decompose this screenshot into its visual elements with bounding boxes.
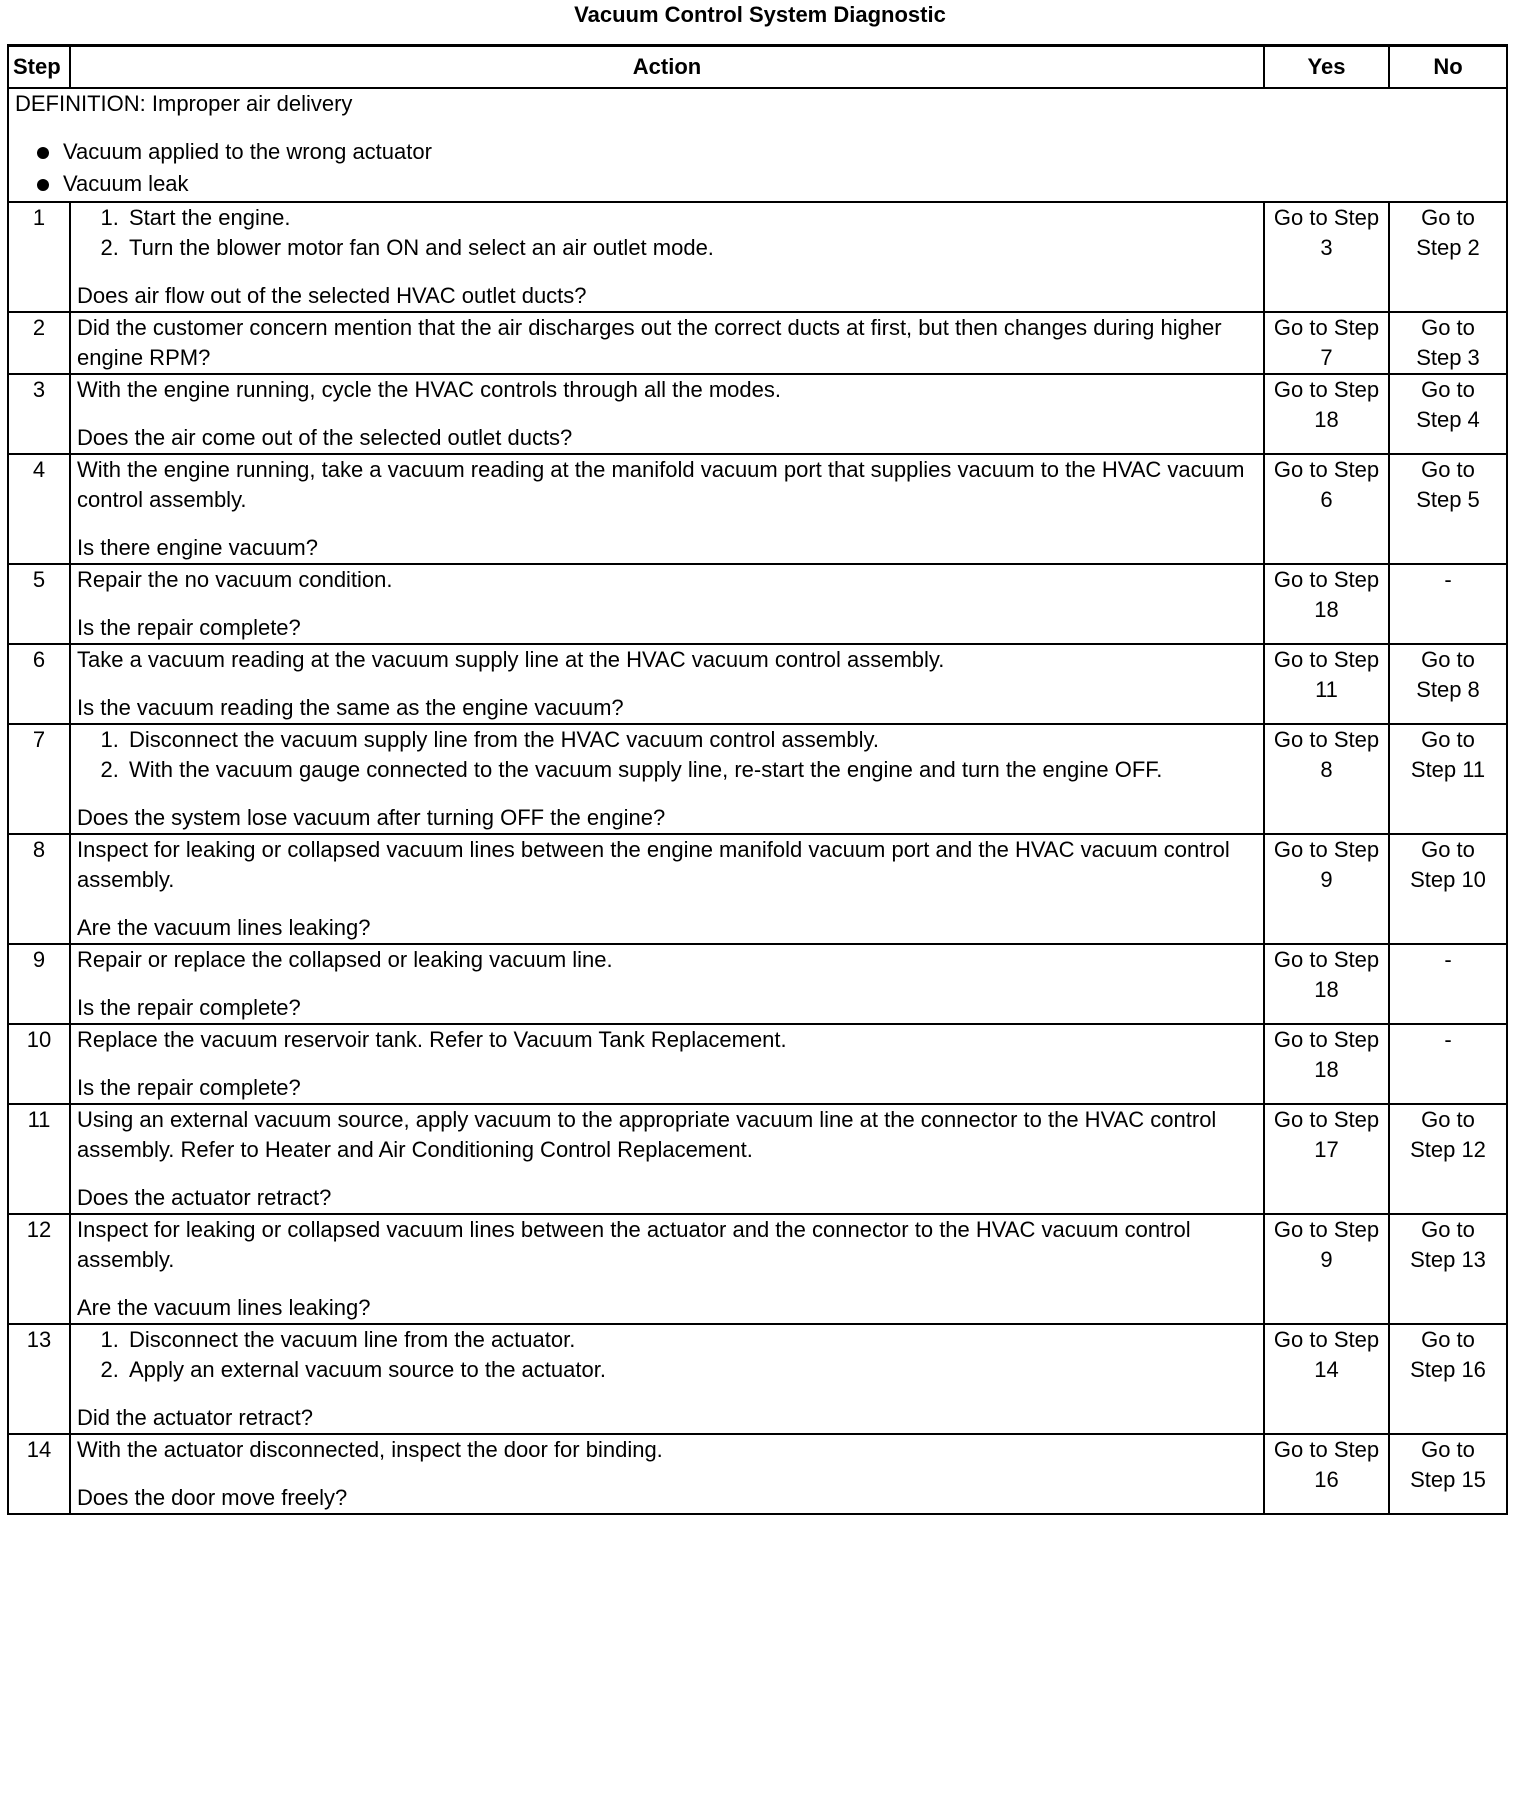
action-steps-list: [77, 725, 1257, 785]
header-action: Action: [70, 46, 1264, 89]
step-number: 14: [8, 1434, 70, 1514]
no-cell: [1389, 1214, 1507, 1324]
yes-cell: [1264, 1434, 1389, 1514]
yes-text: 18: [1314, 597, 1339, 622]
no-text: Step 8: [1416, 677, 1480, 702]
action-question: Is the vacuum reading the same as the engine vacuum?: [77, 695, 624, 720]
no-text: Go to: [1421, 1217, 1475, 1242]
yes-text: 9: [1320, 867, 1333, 892]
action-steps-list: [77, 203, 1257, 263]
action-question: Is the repair complete?: [77, 1075, 301, 1100]
no-text: Go to: [1421, 727, 1475, 752]
yes-text: 7: [1320, 345, 1333, 370]
table-row: [8, 1024, 1507, 1104]
step-number: 10: [8, 1024, 70, 1104]
step-number: 1: [8, 202, 70, 312]
yes-cell: [1264, 724, 1389, 834]
yes-text: 16: [1314, 1467, 1339, 1492]
no-text: Step 13: [1410, 1247, 1486, 1272]
action-question: Does the system lose vacuum after turning OFF the engine?: [77, 805, 666, 830]
no-cell: [1389, 834, 1507, 944]
no-text: Go to: [1421, 205, 1475, 230]
diagnostic-table: [7, 44, 1508, 1515]
no-text: -: [1444, 567, 1452, 592]
yes-text: Go to Step: [1273, 457, 1380, 482]
action-step-item: 2. Apply an external vacuum source to the actuator.: [125, 1355, 1257, 1385]
step-number: 12: [8, 1214, 70, 1324]
yes-text: Go to Step: [1273, 727, 1380, 752]
no-text: Go to: [1421, 315, 1475, 340]
bullet-text: Vacuum leak: [63, 171, 189, 196]
step-number: 11: [8, 1104, 70, 1214]
action-cell: [70, 944, 1264, 1024]
action-cell: [70, 312, 1264, 374]
table-row: [8, 1434, 1507, 1514]
yes-text: Go to Step: [1273, 837, 1380, 862]
yes-text: Go to Step: [1273, 1437, 1380, 1462]
no-text: Step 10: [1410, 867, 1486, 892]
table-row: [8, 644, 1507, 724]
yes-text: Go to Step: [1273, 1027, 1380, 1052]
yes-cell: [1264, 374, 1389, 454]
action-step-item: 2. With the vacuum gauge connected to the vacuum supply line, re-start the engine and turn the engine OFF.: [125, 755, 1257, 785]
yes-text: 11: [1315, 677, 1338, 702]
no-text: Go to: [1421, 647, 1475, 672]
no-cell: [1389, 1434, 1507, 1514]
yes-text: Go to Step: [1273, 315, 1380, 340]
step-number: 4: [8, 454, 70, 564]
no-text: Step 15: [1410, 1467, 1486, 1492]
yes-text: 6: [1320, 487, 1333, 512]
yes-text: Go to Step: [1273, 567, 1380, 592]
action-text: Using an external vacuum source, apply vacuum to the appropriate vacuum line at the connector to the HVAC control assembly. Refer to Heater and Air Conditioning Control Replacement.: [77, 1107, 1217, 1162]
no-text: -: [1444, 1027, 1452, 1052]
yes-text: 17: [1314, 1137, 1339, 1162]
yes-text: Go to Step: [1273, 1107, 1380, 1132]
yes-text: Go to Step: [1273, 205, 1380, 230]
no-text: Step 4: [1416, 407, 1480, 432]
action-text: Inspect for leaking or collapsed vacuum lines between the actuator and the connector to the HVAC vacuum control assembly.: [77, 1217, 1191, 1272]
action-text: Did the customer concern mention that the air discharges out the correct ducts at first, but then changes during higher engine RPM?: [77, 315, 1222, 370]
yes-text: 8: [1320, 757, 1333, 782]
action-question: Is the repair complete?: [77, 995, 301, 1020]
header-step: Step: [8, 46, 70, 89]
definition-row: [8, 88, 1507, 202]
no-text: Step 12: [1410, 1137, 1486, 1162]
step-number: 6: [8, 644, 70, 724]
definition-bullet: [15, 169, 1500, 201]
action-text: Inspect for leaking or collapsed vacuum lines between the engine manifold vacuum port and the HVAC vacuum control assembly.: [77, 837, 1230, 892]
action-question: Does the door move freely?: [77, 1485, 348, 1510]
table-row: [8, 564, 1507, 644]
action-step-item: 1. Disconnect the vacuum supply line from the HVAC vacuum control assembly.: [125, 725, 1257, 755]
table-row: [8, 944, 1507, 1024]
action-text: With the engine running, cycle the HVAC controls through all the modes.: [77, 377, 781, 402]
action-question: Is the repair complete?: [77, 615, 301, 640]
yes-text: 14: [1314, 1357, 1339, 1382]
yes-text: Go to Step: [1273, 377, 1380, 402]
no-text: Go to: [1421, 1327, 1475, 1352]
action-text: Repair or replace the collapsed or leaking vacuum line.: [77, 947, 613, 972]
action-cell: [70, 1104, 1264, 1214]
action-text: With the engine running, take a vacuum reading at the manifold vacuum port that supplies vacuum to the HVAC vacuum control assembly.: [77, 457, 1245, 512]
yes-text: Go to Step: [1273, 947, 1380, 972]
yes-cell: [1264, 312, 1389, 374]
table-row: [8, 202, 1507, 312]
action-cell: [70, 202, 1264, 312]
action-cell: [70, 1214, 1264, 1324]
yes-cell: [1264, 1104, 1389, 1214]
table-row: [8, 454, 1507, 564]
table-row: [8, 1324, 1507, 1434]
yes-cell: [1264, 644, 1389, 724]
bullet-icon: [37, 179, 49, 191]
yes-text: 3: [1320, 235, 1333, 260]
no-text: Go to: [1421, 377, 1475, 402]
no-cell: [1389, 1324, 1507, 1434]
action-step-item: 1. Start the engine.: [125, 203, 1257, 233]
no-cell: [1389, 1024, 1507, 1104]
yes-text: 18: [1314, 407, 1339, 432]
yes-cell: [1264, 1214, 1389, 1324]
action-cell: [70, 1024, 1264, 1104]
no-cell: [1389, 724, 1507, 834]
action-cell: [70, 1434, 1264, 1514]
no-cell: [1389, 564, 1507, 644]
definition-text: DEFINITION: Improper air delivery: [15, 91, 353, 116]
bullet-text: Vacuum applied to the wrong actuator: [63, 139, 432, 164]
yes-cell: [1264, 944, 1389, 1024]
step-number: 9: [8, 944, 70, 1024]
table-row: [8, 724, 1507, 834]
no-text: Go to: [1421, 457, 1475, 482]
definition-cell: [8, 88, 1507, 202]
yes-text: 18: [1314, 1057, 1339, 1082]
step-number: 8: [8, 834, 70, 944]
no-text: Step 3: [1416, 345, 1480, 370]
step-number: 3: [8, 374, 70, 454]
no-text: Go to: [1421, 1437, 1475, 1462]
action-question: Is there engine vacuum?: [77, 535, 318, 560]
action-cell: [70, 1324, 1264, 1434]
no-cell: [1389, 312, 1507, 374]
no-text: Go to: [1421, 837, 1475, 862]
header-row: [8, 46, 1507, 89]
yes-cell: [1264, 1024, 1389, 1104]
yes-cell: [1264, 202, 1389, 312]
table-row: [8, 374, 1507, 454]
no-text: Step 11: [1410, 757, 1486, 782]
action-cell: [70, 724, 1264, 834]
action-question: Does the actuator retract?: [77, 1185, 332, 1210]
action-cell: [70, 374, 1264, 454]
action-cell: [70, 564, 1264, 644]
no-text: -: [1444, 947, 1452, 972]
action-text: Repair the no vacuum condition.: [77, 567, 393, 592]
action-cell: [70, 834, 1264, 944]
action-step-item: 2. Turn the blower motor fan ON and select an air outlet mode.: [125, 233, 1257, 263]
action-question: Does air flow out of the selected HVAC outlet ducts?: [77, 283, 587, 308]
table-row: [8, 1214, 1507, 1324]
bullet-icon: [37, 147, 49, 159]
table-row: [8, 1104, 1507, 1214]
action-question: Did the actuator retract?: [77, 1405, 314, 1430]
page-title: Vacuum Control System Diagnostic: [574, 2, 946, 27]
no-cell: [1389, 454, 1507, 564]
action-question: Does the air come out of the selected outlet ducts?: [77, 425, 573, 450]
yes-text: 9: [1320, 1247, 1333, 1272]
no-cell: [1389, 1104, 1507, 1214]
yes-text: Go to Step: [1273, 1217, 1380, 1242]
step-number: 13: [8, 1324, 70, 1434]
table-row: [8, 834, 1507, 944]
yes-cell: [1264, 834, 1389, 944]
action-steps-list: [77, 1325, 1257, 1385]
action-cell: [70, 644, 1264, 724]
action-cell: [70, 454, 1264, 564]
step-number: 5: [8, 564, 70, 644]
header-yes: Yes: [1264, 46, 1389, 89]
yes-text: Go to Step: [1273, 647, 1380, 672]
no-text: Step 2: [1416, 235, 1480, 260]
action-text: Take a vacuum reading at the vacuum supply line at the HVAC vacuum control assembly.: [77, 647, 945, 672]
yes-cell: [1264, 454, 1389, 564]
no-text: Step 16: [1410, 1357, 1486, 1382]
action-text: Replace the vacuum reservoir tank. Refer to Vacuum Tank Replacement.: [77, 1027, 787, 1052]
action-question: Are the vacuum lines leaking?: [77, 1295, 371, 1320]
step-number: 7: [8, 724, 70, 834]
yes-cell: [1264, 1324, 1389, 1434]
no-text: Step 5: [1416, 487, 1480, 512]
yes-text: Go to Step: [1273, 1327, 1380, 1352]
definition-bullets: [15, 137, 1500, 201]
no-cell: [1389, 374, 1507, 454]
yes-text: 18: [1314, 977, 1339, 1002]
yes-cell: [1264, 564, 1389, 644]
action-question: Are the vacuum lines leaking?: [77, 915, 371, 940]
action-text: With the actuator disconnected, inspect the door for binding.: [77, 1437, 663, 1462]
no-cell: [1389, 944, 1507, 1024]
no-cell: [1389, 644, 1507, 724]
step-number: 2: [8, 312, 70, 374]
header-no: No: [1389, 46, 1507, 89]
action-step-item: 1. Disconnect the vacuum line from the actuator.: [125, 1325, 1257, 1355]
no-text: Go to: [1421, 1107, 1475, 1132]
definition-bullet: [15, 137, 1500, 169]
no-cell: [1389, 202, 1507, 312]
table-row: [8, 312, 1507, 374]
